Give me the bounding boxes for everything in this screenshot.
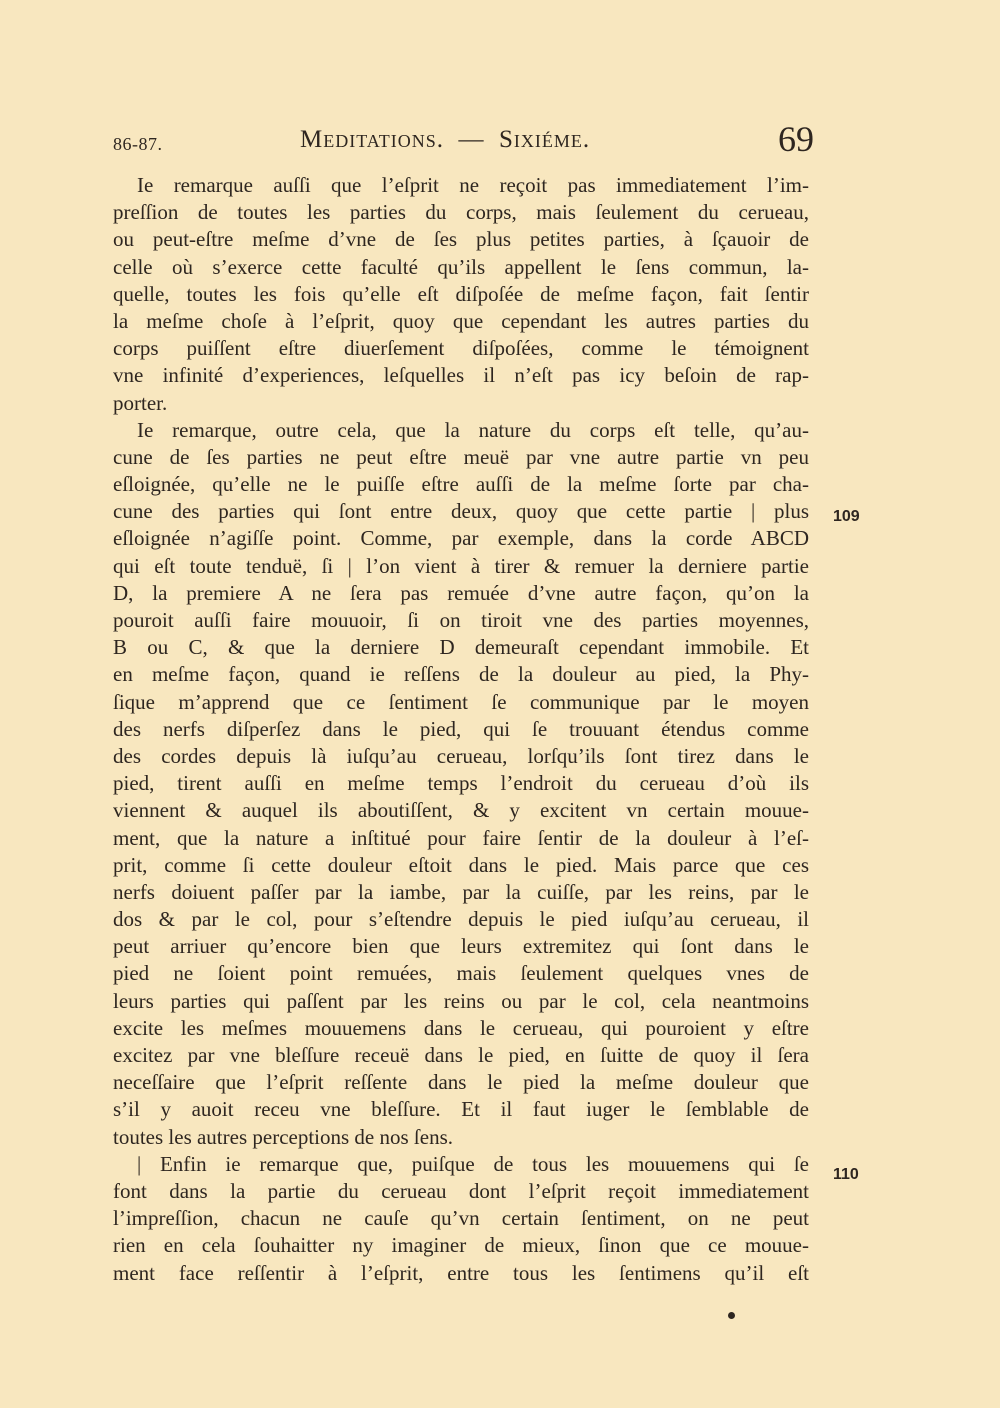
text-line: preſſion de toutes les parties du corps, mais ſeulement du cerueau, [113, 200, 809, 225]
text-line: excitez par vne bleſſure receuë dans le pied, en ſuitte de quoy il ſera [113, 1043, 809, 1067]
text-line: D, la premiere A ne ſera pas remuée d’vne autre façon, qu’on la [113, 580, 809, 605]
text-line: la meſme choſe à l’eſprit, quoy que cependant les autres parties du [113, 308, 809, 333]
text-line: viennent & auquel ils aboutiſſent, & y excitent vn certain mouue- [113, 798, 809, 823]
text-line: l’impreſſion, chacun ne cauſe qu’vn certain ſentiment, on ne peut [113, 1206, 809, 1231]
text-line: peut arriuer qu’encore bien que leurs extremitez qui ſont dans le [113, 934, 809, 959]
text-line: pied ne ſoient point remuées, mais ſeulement quelques vnes de [113, 961, 809, 986]
text-line: ment, que la nature a inſtitué pour faire ſentir de la douleur à l’eſ- [113, 825, 809, 850]
text-line: cune des parties qui ſont entre deux, quoy que cette partie | plus [113, 499, 809, 524]
text-line: Ie remarque, outre cela, que la nature du corps eſt telle, qu’au- [137, 417, 809, 442]
text-line: pied, tirent auſſi en meſme temps l’endroit du cerueau d’où ils [113, 771, 809, 796]
text-line: leurs parties qui paſſent par les reins ou par le col, cela neantmoins [113, 988, 809, 1013]
text-line: neceſſaire que l’eſprit reſſente dans le pied la meſme douleur que [113, 1070, 809, 1095]
text-line: celle où s’exerce cette faculté qu’ils appellent le ſens commun, la- [113, 254, 809, 279]
title-text: Meditations. [300, 126, 445, 153]
text-line: | Enfin ie remarque que, puiſque de tous les mouuemens qui ſe [137, 1151, 809, 1176]
text-line: excite les meſmes mouuemens dans le cerueau, qui pouroient y eſtre [113, 1015, 809, 1040]
margin-page-ref: 110 [833, 1166, 859, 1183]
text-line: s’il y auoit receu vne bleſſure. Et il faut iuger le ſemblable de [113, 1097, 809, 1122]
text-line: cune de ſes parties ne peut eſtre meuë par vne autre partie vn peu [113, 444, 809, 469]
text-line: des cordes depuis là iuſqu’au cerueau, lorſqu’ils ſont tirez dans le [113, 743, 809, 768]
section-reference: 86-87. [113, 134, 163, 154]
text-line: vne infinité d’experiences, leſquelles il n’eſt pas icy beſoin de rap- [113, 363, 809, 388]
title-dash: — [458, 126, 485, 153]
text-line: ou peut-eſtre meſme d’vne de ſes plus petites parties, à ſçauoir de [113, 227, 809, 252]
text-line: ſique m’apprend que ce ſentiment ſe communique par le moyen [113, 689, 809, 714]
page-number: 69 [778, 119, 814, 159]
text-line: eſloignée, qu’elle ne le puiſſe eſtre auſſi de la meſme ſorte par cha- [113, 472, 809, 497]
subtitle-text: Sixiéme. [499, 126, 591, 153]
text-line: B ou C, & que la derniere D demeuraſt cependant immobile. Et [113, 635, 809, 660]
text-line: font dans la partie du cerueau dont l’eſprit reçoit immediatement [113, 1178, 809, 1203]
text-line: dos & par le col, pour s’eſtendre depuis le pied iuſqu’au cerueau, il [113, 907, 809, 932]
text-line: corps puiſſent eſtre diuerſement diſpoſées, comme le témoignent [113, 336, 809, 361]
text-line: prit, comme ſi cette douleur eſtoit dans le pied. Mais parce que ces [113, 852, 809, 877]
text-line: nerfs doiuent paſſer par la iambe, par la cuiſſe, par les reins, par le [113, 879, 809, 904]
text-line: rien en cela ſouhaitter ny imaginer de mieux, ſinon que ce mouue- [113, 1233, 809, 1258]
text-line: toutes les autres perceptions de nos ſens. [113, 1124, 453, 1149]
margin-page-ref: 109 [833, 508, 860, 525]
text-line: pouroit auſſi faire mouuoir, ſi on tiroit vne des parties moyennes, [113, 608, 809, 632]
text-line: quelle, toutes les fois qu’elle eſt diſpoſée de meſme façon, fait ſentir [113, 281, 809, 306]
text-line: Ie remarque auſſi que l’eſprit ne reçoit pas immediatement l’im- [137, 173, 809, 197]
main-text [113, 172, 809, 1287]
text-line: porter. [113, 390, 168, 415]
text-line: en meſme façon, quand ie reſſens de la douleur au pied, la Phy- [113, 662, 809, 687]
running-title [300, 126, 590, 154]
text-line: des nerfs diſperſez dans le pied, qui ſe trouuant étendus comme [113, 716, 809, 741]
text-line: ment face reſſentir à l’eſprit, entre tous les ſentimens qu’il eſt [113, 1260, 809, 1285]
running-header [0, 119, 1000, 164]
text-line: eſloignée n’agiſſe point. Comme, par exemple, dans la corde ABCD [113, 526, 809, 551]
text-line: qui eſt toute tenduë, ſi | l’on vient à tirer & remuer la derniere partie [113, 553, 809, 578]
ink-speck [728, 1312, 735, 1319]
